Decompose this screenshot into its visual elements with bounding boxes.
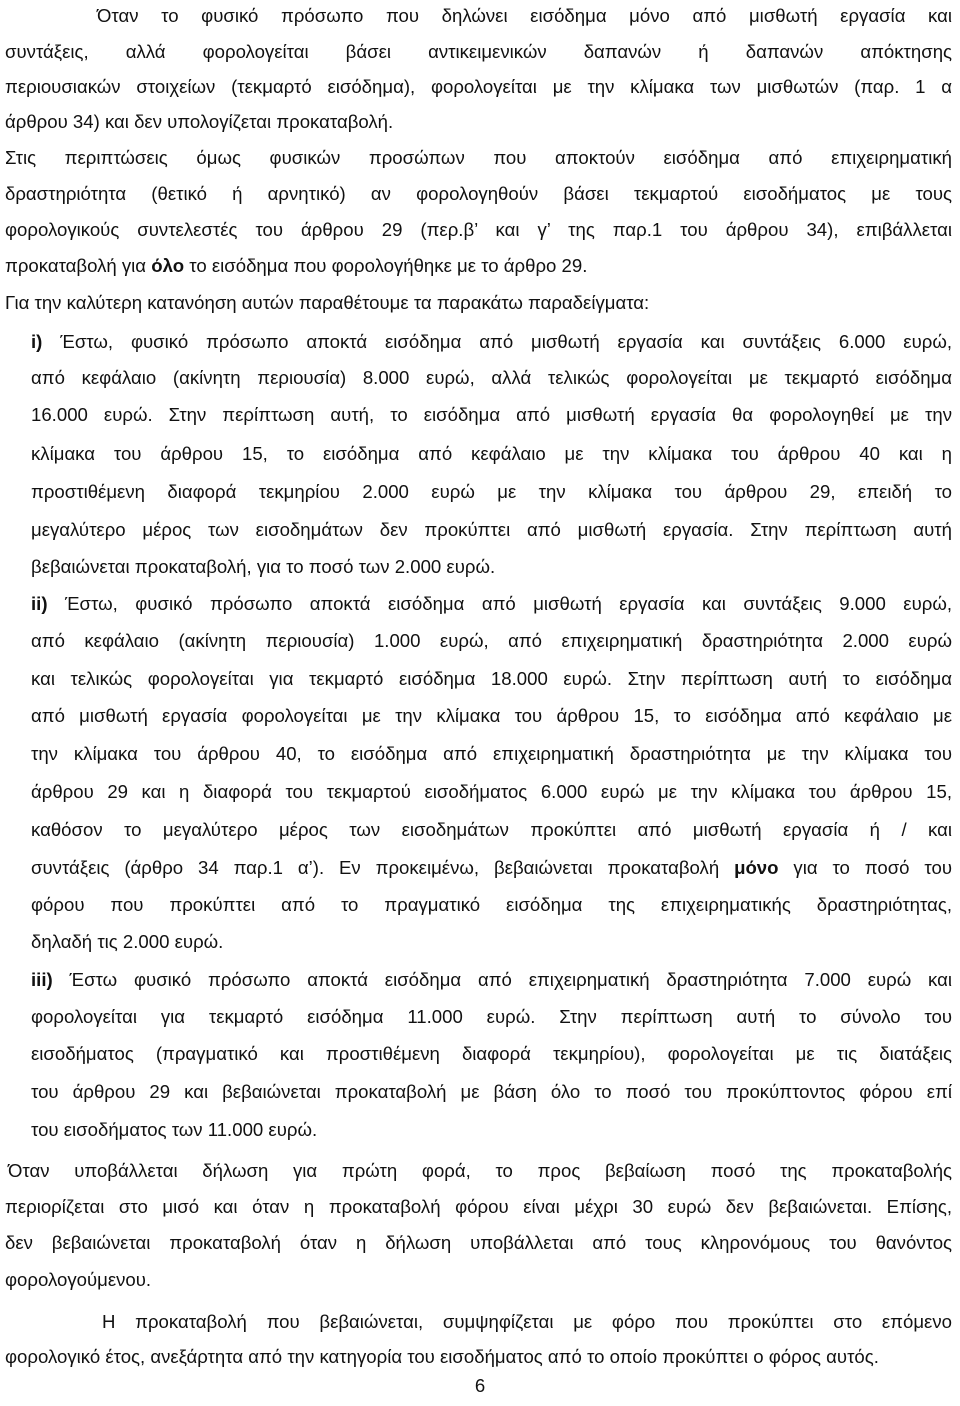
text-line xyxy=(102,1310,952,1334)
text-line xyxy=(31,1042,952,1066)
text-run: φορολογείται για τεκμαρτό εισόδημα 11.000 ευρώ. Στην περίπτωση αυτή το σύνολο του xyxy=(31,1006,952,1027)
text-run: φορολογικούς συντελεστές του άρθρου 29 (περ.β’ και γ’ της παρ.1 του άρθρου 34), επιβάλλεται xyxy=(5,219,952,240)
text-run: μεγαλύτερο μέρος των εισοδημάτων δεν προκύπτει από μισθωτή εργασία. Στην περίπτωση αυτή xyxy=(31,519,952,540)
text-line xyxy=(31,704,952,728)
text-line xyxy=(31,856,952,880)
text-line xyxy=(31,818,952,842)
text-run: και τελικώς φορολογείται για τεκμαρτό εισόδημα 18.000 ευρώ. Στην περίπτωση αυτή το εισόδημα xyxy=(31,668,952,689)
text-line xyxy=(31,667,952,691)
text-line xyxy=(5,218,952,242)
list-marker: i) xyxy=(31,331,43,352)
text-run: φορολογικό έτος, ανεξάρτητα από την κατηγορία του εισοδήματος από το οποίο προκύπτει ο φόρος αυτός. xyxy=(5,1346,879,1367)
text-line xyxy=(31,1080,952,1104)
text-line xyxy=(31,780,952,804)
text-run: εισοδήματος (πραγματικό και προστιθέμενη διαφορά τεκμηρίου), φορολογείται με τις διατάξεις xyxy=(31,1043,952,1064)
text-run: 16.000 ευρώ. Στην περίπτωση αυτή, το εισόδημα από μισθωτή εργασία θα φορολογηθεί με την xyxy=(31,404,952,425)
text-run: περιουσιακών στοιχείων (τεκμαρτό εισόδημα), φορολογείται με την κλίμακα των μισθωτών (παρ. 1 α xyxy=(5,76,952,97)
text-line xyxy=(5,1195,952,1219)
text-run: περιορίζεται στο μισό και όταν η προκαταβολή φόρου είναι μέχρι 30 ευρώ δεν βεβαιώνεται. Επίσης, xyxy=(5,1196,952,1217)
text-line xyxy=(31,330,952,354)
text-run: συντάξεις (άρθρο 34 παρ.1 α’). Εν προκειμένω, βεβαιώνεται προκαταβολή xyxy=(31,857,735,878)
text-run: Στις περιπτώσεις όμως φυσικών προσώπων που αποκτούν εισόδημα από επιχειρηματική xyxy=(5,147,952,168)
text-line xyxy=(31,742,952,766)
text-line xyxy=(31,442,952,466)
text-run: κλίμακα του άρθρου 15, το εισόδημα από κεφάλαιο με την κλίμακα του άρθρου 40 και η xyxy=(31,443,952,464)
text-run: την κλίμακα του άρθρου 40, το εισόδημα από επιχειρηματική δραστηριότητα με την κλίμακα του xyxy=(31,743,952,764)
text-line xyxy=(31,403,952,427)
text-line xyxy=(31,893,952,917)
text-line xyxy=(31,518,952,542)
text-run: από μισθωτή εργασία φορολογείται με την κλίμακα του άρθρου 15, το εισόδημα από κεφάλαιο με xyxy=(31,705,952,726)
text-line xyxy=(5,40,952,64)
text-line xyxy=(5,182,952,206)
text-line xyxy=(5,291,649,315)
text-line xyxy=(31,968,952,992)
text-line xyxy=(5,146,952,170)
list-marker: iii) xyxy=(31,969,53,990)
text-line xyxy=(31,480,952,504)
text-line xyxy=(5,1345,879,1369)
text-run: συντάξεις, αλλά φορολογείται βάσει αντικειμενικών δαπανών ή δαπανών απόκτησης xyxy=(5,41,952,62)
text-line xyxy=(8,1159,952,1183)
text-run: φόρου που προκύπτει από το πραγματικό εισόδημα της επιχειρηματικής δραστηριότητας, xyxy=(31,894,952,915)
text-run: Όταν το φυσικό πρόσωπο που δηλώνει εισόδημα μόνο από μισθωτή εργασία και xyxy=(97,5,952,26)
text-line xyxy=(5,75,952,99)
text-run: Έστω, φυσικό πρόσωπο αποκτά εισόδημα από μισθωτή εργασία και συντάξεις 6.000 ευρώ, xyxy=(42,331,952,352)
text-run: άρθρου 34) και δεν υπολογίζεται προκαταβολή. xyxy=(5,111,394,132)
text-line xyxy=(5,110,393,134)
text-run: δηλαδή τις 2.000 ευρώ. xyxy=(31,931,224,952)
text-run: δραστηριότητα (θετικό ή αρνητικό) αν φορολογηθούν βάσει τεκμαρτού εισοδήματος με τους xyxy=(5,183,952,204)
emphasis: μόνο xyxy=(734,857,779,878)
text-run: Η προκαταβολή που βεβαιώνεται, συμψηφίζεται με φόρο που προκύπτει στο επόμενο xyxy=(102,1311,952,1332)
text-run: Έστω, φυσικό πρόσωπο αποκτά εισόδημα από μισθωτή εργασία και συντάξεις 9.000 ευρώ, xyxy=(47,593,952,614)
text-line xyxy=(31,1118,317,1142)
text-run: φορολογούμενου. xyxy=(5,1269,152,1290)
text-line xyxy=(31,1005,952,1029)
text-run: δεν βεβαιώνεται προκαταβολή όταν η δήλωση υποβάλλεται από τους κληρονόμους του θανόντος xyxy=(5,1232,952,1253)
text-run: Όταν υποβάλλεται δήλωση για πρώτη φορά, το προς βεβαίωση ποσό της προκαταβολής xyxy=(8,1160,952,1181)
text-run: από κεφάλαιο (ακίνητη περιουσία) 1.000 ευρώ, από επιχειρηματική δραστηριότητα 2.000 ευρώ xyxy=(31,630,952,651)
text-run: καθόσον το μεγαλύτερο μέρος των εισοδημάτων προκύπτει από μισθωτή εργασία ή / και xyxy=(31,819,952,840)
list-marker: ii) xyxy=(31,593,48,614)
text-line xyxy=(31,629,952,653)
text-run: Για την καλύτερη κατανόηση αυτών παραθέτουμε τα παρακάτω παραδείγματα: xyxy=(5,292,650,313)
page-number: 6 xyxy=(474,1375,486,1396)
text-line xyxy=(97,4,952,28)
text-run: προστιθέμενη διαφορά τεκμηρίου 2.000 ευρώ με την κλίμακα του άρθρου 29, επειδή το xyxy=(31,481,952,502)
text-line xyxy=(31,555,495,579)
emphasis: όλο xyxy=(151,255,185,276)
text-run: άρθρου 29 και η διαφορά του τεκμαρτού εισοδήματος 6.000 ευρώ με την κλίμακα του άρθρου 15, xyxy=(31,781,952,802)
text-run: του άρθρου 29 και βεβαιώνεται προκαταβολή με βάση όλο το ποσό του προκύπτοντος φόρου επί xyxy=(31,1081,952,1102)
text-run: Έστω φυσικό πρόσωπο αποκτά εισόδημα από επιχειρηματική δραστηριότητα 7.000 ευρώ και xyxy=(52,969,952,990)
text-run: από κεφάλαιο (ακίνητη περιουσία) 8.000 ευρώ, αλλά τελικώς φορολογείται με τεκμαρτό εισόδημα xyxy=(31,367,952,388)
text-line xyxy=(5,1231,952,1255)
text-run: για το ποσό του xyxy=(778,857,952,878)
text-run: βεβαιώνεται προκαταβολή, για το ποσό των 2.000 ευρώ. xyxy=(31,556,496,577)
text-line xyxy=(31,592,952,616)
text-line xyxy=(31,930,223,954)
text-line xyxy=(5,254,587,278)
text-run: το εισόδημα που φορολογήθηκε με το άρθρο 29. xyxy=(184,255,588,276)
text-run: προκαταβολή για xyxy=(5,255,152,276)
text-run: του εισοδήματος των 11.000 ευρώ. xyxy=(31,1119,318,1140)
text-line xyxy=(31,366,952,390)
text-line xyxy=(5,1268,151,1292)
